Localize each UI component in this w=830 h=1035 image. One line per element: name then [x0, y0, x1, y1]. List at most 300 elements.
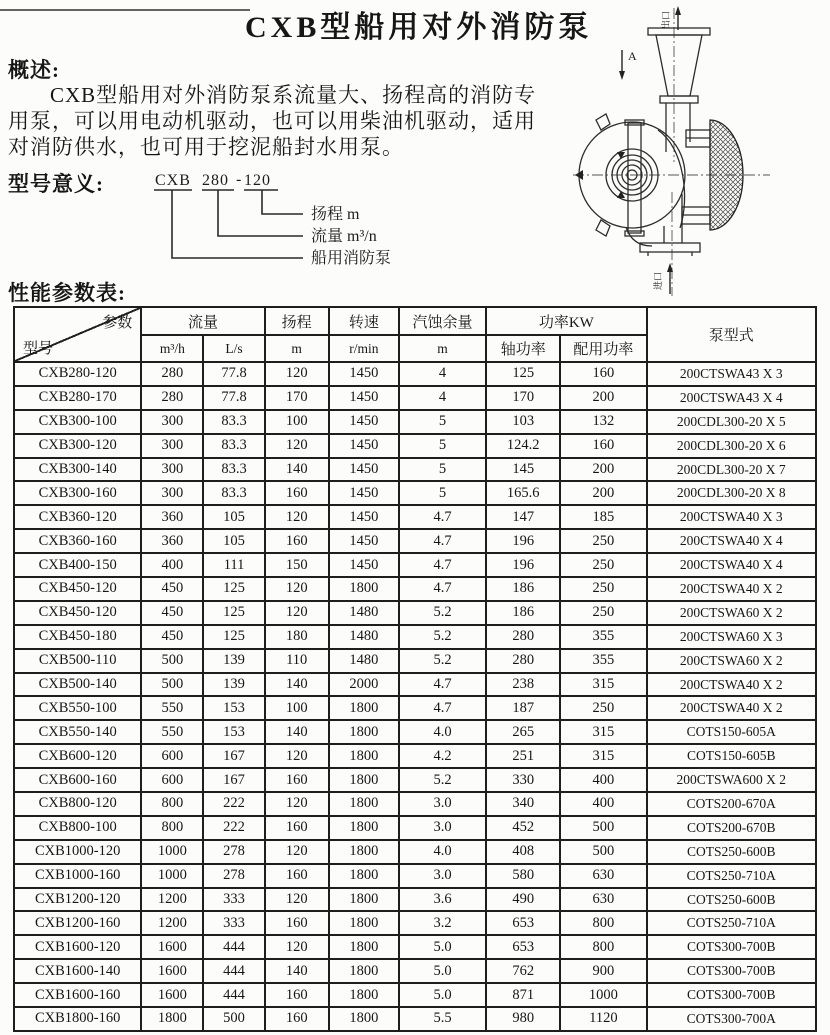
cell-flow-ls: 444 [203, 983, 264, 1007]
overview-line-1: CXB型船用对外消防泵系流量大、扬程高的消防专 [50, 83, 537, 107]
cell-flow-ls: 105 [203, 529, 264, 553]
cell-model: CXB550-140 [14, 720, 141, 744]
cell-flow-ls: 333 [203, 888, 264, 912]
table-row [14, 935, 816, 959]
cell-head: 100 [265, 410, 329, 434]
cell-shaft-power: 265 [486, 720, 560, 744]
discharge-cone [648, 28, 710, 152]
table-row [14, 911, 816, 935]
cell-npsh: 4.7 [399, 673, 486, 697]
cell-shaft-power: 103 [486, 410, 560, 434]
cell-flow-ls: 139 [203, 673, 264, 697]
cell-pump-type: COTS250-710A [647, 911, 816, 935]
cell-flow-ls: 167 [203, 768, 264, 792]
cell-flow-m3h: 450 [141, 625, 203, 649]
cell-speed: 1800 [329, 935, 399, 959]
cell-model: CXB300-100 [14, 410, 141, 434]
cell-model: CXB360-120 [14, 505, 141, 529]
cell-head: 160 [265, 481, 329, 505]
cell-pump-type: 200CTSWA40 X 2 [647, 673, 816, 697]
cell-pump-type: 200CTSWA40 X 4 [647, 553, 816, 577]
table-row [14, 577, 816, 601]
cell-pump-type: COTS250-710A [647, 864, 816, 888]
header-model-label: 型号 [23, 341, 54, 357]
cell-rated-power: 160 [560, 434, 646, 458]
model-code-prefix: CXB [155, 172, 191, 189]
cell-rated-power: 200 [560, 386, 646, 410]
cell-flow-m3h: 300 [141, 434, 203, 458]
table-row [14, 792, 816, 816]
header-npsh: 汽蚀余量 [399, 307, 486, 335]
cell-flow-m3h: 300 [141, 458, 203, 482]
cell-flow-m3h: 300 [141, 481, 203, 505]
cell-speed: 1450 [329, 362, 399, 386]
cell-npsh: 5.2 [399, 625, 486, 649]
cell-speed: 1450 [329, 505, 399, 529]
cell-rated-power: 315 [560, 720, 646, 744]
cell-shaft-power: 280 [486, 625, 560, 649]
section-label: A [628, 49, 637, 63]
cell-rated-power: 250 [560, 601, 646, 625]
cell-rated-power: 630 [560, 888, 646, 912]
cell-speed: 1450 [329, 434, 399, 458]
header-rated-power: 配用功率 [560, 335, 646, 362]
cell-head: 120 [265, 362, 329, 386]
model-code-separator: - [236, 171, 242, 188]
cell-speed: 1450 [329, 410, 399, 434]
cell-speed: 1800 [329, 792, 399, 816]
inlet-arrow [652, 263, 673, 294]
cell-rated-power: 315 [560, 673, 646, 697]
cell-head: 120 [265, 840, 329, 864]
cell-shaft-power: 653 [486, 911, 560, 935]
cell-rated-power: 250 [560, 553, 646, 577]
cell-rated-power: 900 [560, 959, 646, 983]
cell-flow-m3h: 550 [141, 720, 203, 744]
cell-model: CXB300-160 [14, 481, 141, 505]
cell-flow-ls: 139 [203, 649, 264, 673]
cell-pump-type: 200CTSWA60 X 2 [647, 601, 816, 625]
cell-shaft-power: 340 [486, 792, 560, 816]
cell-npsh: 4.0 [399, 720, 486, 744]
cell-speed: 1800 [329, 911, 399, 935]
cell-npsh: 4.7 [399, 696, 486, 720]
cell-shaft-power: 145 [486, 458, 560, 482]
cell-head: 120 [265, 577, 329, 601]
table-row [14, 553, 816, 577]
cell-model: CXB400-150 [14, 553, 141, 577]
cell-head: 120 [265, 888, 329, 912]
scan-artifact-line [0, 9, 250, 11]
cell-speed: 1800 [329, 888, 399, 912]
bracket-connectors [682, 130, 710, 224]
cell-rated-power: 500 [560, 840, 646, 864]
header-flow-m3h: m³/h [141, 335, 203, 362]
cell-pump-type: 200CDL300-20 X 6 [647, 434, 816, 458]
cell-shaft-power: 408 [486, 840, 560, 864]
cell-shaft-power: 580 [486, 864, 560, 888]
cell-flow-m3h: 500 [141, 649, 203, 673]
cell-model: CXB800-120 [14, 792, 141, 816]
cell-rated-power: 250 [560, 529, 646, 553]
cell-shaft-power: 125 [486, 362, 560, 386]
table-row [14, 601, 816, 625]
cell-flow-ls: 83.3 [203, 410, 264, 434]
cell-npsh: 3.2 [399, 911, 486, 935]
table-row [14, 888, 816, 912]
cell-flow-ls: 83.3 [203, 458, 264, 482]
cell-shaft-power: 251 [486, 744, 560, 768]
cell-rated-power: 355 [560, 625, 646, 649]
pump-drawing [568, 2, 823, 302]
cell-speed: 1450 [329, 481, 399, 505]
cell-pump-type: COTS300-700B [647, 959, 816, 983]
cell-speed: 1480 [329, 601, 399, 625]
cell-head: 140 [265, 720, 329, 744]
cell-rated-power: 500 [560, 816, 646, 840]
header-head: 扬程 [265, 307, 329, 335]
cell-npsh: 4.0 [399, 840, 486, 864]
model-code-head: 120 [244, 172, 271, 189]
overview-line-2: 用泵，可以用电动机驱动，也可以用柴油机驱动，适用 [8, 109, 536, 133]
header-corner-cell [14, 307, 141, 362]
table-row [14, 720, 816, 744]
cell-flow-m3h: 800 [141, 792, 203, 816]
cell-flow-m3h: 360 [141, 505, 203, 529]
cell-model: CXB600-120 [14, 744, 141, 768]
table-row [14, 529, 816, 553]
cell-flow-ls: 77.8 [203, 386, 264, 410]
table-row [14, 505, 816, 529]
cell-speed: 1450 [329, 458, 399, 482]
cell-flow-m3h: 1600 [141, 935, 203, 959]
cell-model: CXB450-120 [14, 577, 141, 601]
cell-pump-type: COTS300-700B [647, 983, 816, 1007]
cell-npsh: 4.7 [399, 505, 486, 529]
cell-rated-power: 250 [560, 577, 646, 601]
cell-head: 120 [265, 434, 329, 458]
cell-flow-ls: 105 [203, 505, 264, 529]
cell-shaft-power: 871 [486, 983, 560, 1007]
cell-shaft-power: 490 [486, 888, 560, 912]
cell-rated-power: 160 [560, 362, 646, 386]
header-param-label: 参数 [102, 315, 133, 331]
page-title: CXB型船用对外消防泵 [245, 11, 593, 44]
cell-flow-m3h: 1800 [141, 1007, 203, 1031]
cell-flow-ls: 125 [203, 577, 264, 601]
cell-pump-type: 200CTSWA43 X 4 [647, 386, 816, 410]
header-flow-ls: L/s [203, 335, 264, 362]
cell-flow-ls: 500 [203, 1007, 264, 1031]
overview-line-3: 对消防供水，也可用于挖泥船封水用泵。 [8, 135, 404, 159]
cell-shaft-power: 980 [486, 1007, 560, 1031]
cell-flow-ls: 83.3 [203, 481, 264, 505]
table-row [14, 481, 816, 505]
cell-flow-ls: 278 [203, 840, 264, 864]
cell-pump-type: COTS300-700A [647, 1007, 816, 1031]
cell-rated-power: 250 [560, 696, 646, 720]
cell-npsh: 4.7 [399, 553, 486, 577]
cell-shaft-power: 653 [486, 935, 560, 959]
cell-head: 160 [265, 911, 329, 935]
cell-npsh: 5 [399, 458, 486, 482]
header-head-unit: m [265, 335, 329, 362]
cell-speed: 1800 [329, 816, 399, 840]
cell-flow-ls: 333 [203, 911, 264, 935]
cell-rated-power: 132 [560, 410, 646, 434]
cell-flow-m3h: 280 [141, 362, 203, 386]
performance-table [13, 306, 817, 1032]
cell-speed: 1800 [329, 577, 399, 601]
performance-table-heading: 性能参数表: [8, 281, 126, 305]
cell-speed: 1800 [329, 720, 399, 744]
cell-flow-m3h: 550 [141, 696, 203, 720]
cell-npsh: 5.2 [399, 768, 486, 792]
cell-pump-type: COTS200-670B [647, 816, 816, 840]
cell-rated-power: 200 [560, 458, 646, 482]
table-row [14, 386, 816, 410]
cell-pump-type: COTS300-700B [647, 935, 816, 959]
cell-flow-m3h: 1000 [141, 864, 203, 888]
cell-model: CXB1800-160 [14, 1007, 141, 1031]
table-row [14, 768, 816, 792]
cell-speed: 1480 [329, 625, 399, 649]
cell-shaft-power: 196 [486, 529, 560, 553]
cell-shaft-power: 147 [486, 505, 560, 529]
cell-rated-power: 185 [560, 505, 646, 529]
cell-shaft-power: 165.6 [486, 481, 560, 505]
cell-speed: 1480 [329, 649, 399, 673]
outlet-label: 出口 [661, 10, 671, 29]
cell-model: CXB1200-120 [14, 888, 141, 912]
header-flow: 流量 [141, 307, 264, 335]
motor-dome [710, 120, 743, 230]
cell-shaft-power: 762 [486, 959, 560, 983]
cell-npsh: 5.0 [399, 983, 486, 1007]
table-row [14, 983, 816, 1007]
cell-head: 150 [265, 553, 329, 577]
cell-head: 160 [265, 529, 329, 553]
cell-flow-m3h: 500 [141, 673, 203, 697]
cell-flow-m3h: 1600 [141, 959, 203, 983]
cell-flow-m3h: 400 [141, 553, 203, 577]
overview-paragraph [8, 82, 560, 160]
cell-pump-type: COTS200-670A [647, 792, 816, 816]
cell-speed: 1800 [329, 864, 399, 888]
cell-shaft-power: 124.2 [486, 434, 560, 458]
cell-flow-ls: 153 [203, 720, 264, 744]
cell-speed: 1800 [329, 696, 399, 720]
cell-speed: 1800 [329, 959, 399, 983]
cell-speed: 1800 [329, 744, 399, 768]
model-designation-diagram [98, 167, 498, 275]
cell-speed: 2000 [329, 673, 399, 697]
cell-pump-type: 200CDL300-20 X 5 [647, 410, 816, 434]
cell-npsh: 5.0 [399, 935, 486, 959]
cell-rated-power: 800 [560, 935, 646, 959]
cell-pump-type: 200CTSWA600 X 2 [647, 768, 816, 792]
table-row [14, 458, 816, 482]
cell-shaft-power: 196 [486, 553, 560, 577]
cell-head: 160 [265, 983, 329, 1007]
cell-head: 120 [265, 505, 329, 529]
callout-head-label: 扬程 m [311, 206, 360, 223]
cell-shaft-power: 170 [486, 386, 560, 410]
performance-table-body [14, 362, 816, 1031]
cell-pump-type: 200CTSWA40 X 2 [647, 577, 816, 601]
cell-flow-ls: 83.3 [203, 434, 264, 458]
cell-flow-m3h: 1200 [141, 911, 203, 935]
cell-flow-m3h: 450 [141, 601, 203, 625]
cell-npsh: 5.0 [399, 959, 486, 983]
cell-pump-type: 200CDL300-20 X 8 [647, 481, 816, 505]
cell-model: CXB450-120 [14, 601, 141, 625]
cell-shaft-power: 186 [486, 601, 560, 625]
cell-flow-ls: 153 [203, 696, 264, 720]
cell-pump-type: 200CTSWA60 X 3 [647, 625, 816, 649]
cell-npsh: 3.0 [399, 864, 486, 888]
cell-flow-m3h: 300 [141, 410, 203, 434]
cell-head: 170 [265, 386, 329, 410]
cell-shaft-power: 187 [486, 696, 560, 720]
cell-model: CXB300-120 [14, 434, 141, 458]
cell-rated-power: 355 [560, 649, 646, 673]
table-row [14, 864, 816, 888]
header-shaft-power: 轴功率 [486, 335, 560, 362]
cell-model: CXB1000-120 [14, 840, 141, 864]
cell-npsh: 5.2 [399, 601, 486, 625]
section-a-arrow [619, 49, 637, 80]
cell-pump-type: COTS150-605B [647, 744, 816, 768]
cell-pump-type: COTS150-605A [647, 720, 816, 744]
overview-heading: 概述: [8, 58, 60, 82]
cell-model: CXB280-170 [14, 386, 141, 410]
table-row [14, 959, 816, 983]
header-npsh-unit: m [399, 335, 486, 362]
cell-head: 160 [265, 1007, 329, 1031]
cell-npsh: 5.2 [399, 649, 486, 673]
cell-rated-power: 200 [560, 481, 646, 505]
cell-shaft-power: 280 [486, 649, 560, 673]
outlet-arrow [660, 6, 681, 30]
lower-marker [617, 191, 625, 198]
cell-head: 120 [265, 601, 329, 625]
table-row [14, 840, 816, 864]
table-header [14, 307, 816, 362]
cell-flow-m3h: 600 [141, 744, 203, 768]
cell-pump-type: 200CTSWA60 X 2 [647, 649, 816, 673]
model-meaning-heading: 型号意义: [8, 172, 104, 196]
cell-speed: 1450 [329, 386, 399, 410]
cell-model: CXB1600-140 [14, 959, 141, 983]
cell-pump-type: 200CTSWA40 X 3 [647, 505, 816, 529]
table-row [14, 434, 816, 458]
cell-model: CXB500-110 [14, 649, 141, 673]
cell-head: 180 [265, 625, 329, 649]
table-row [14, 362, 816, 386]
table-row [14, 816, 816, 840]
cell-head: 110 [265, 649, 329, 673]
cell-npsh: 4 [399, 386, 486, 410]
table-row [14, 649, 816, 673]
cell-flow-ls: 222 [203, 792, 264, 816]
cell-head: 160 [265, 816, 329, 840]
table-row [14, 1007, 816, 1031]
cell-npsh: 4.2 [399, 744, 486, 768]
cell-model: CXB550-100 [14, 696, 141, 720]
cell-flow-ls: 444 [203, 935, 264, 959]
cell-rated-power: 1000 [560, 983, 646, 1007]
cell-rated-power: 800 [560, 911, 646, 935]
cell-flow-ls: 222 [203, 816, 264, 840]
cell-rated-power: 315 [560, 744, 646, 768]
cell-pump-type: COTS250-600B [647, 840, 816, 864]
cell-npsh: 5 [399, 481, 486, 505]
cell-head: 160 [265, 864, 329, 888]
cell-rated-power: 1120 [560, 1007, 646, 1031]
cell-model: CXB360-160 [14, 529, 141, 553]
header-pump-type: 泵型式 [647, 307, 816, 362]
cell-model: CXB1600-160 [14, 983, 141, 1007]
table-row [14, 696, 816, 720]
cell-flow-ls: 125 [203, 601, 264, 625]
cell-rated-power: 400 [560, 768, 646, 792]
table-row [14, 673, 816, 697]
cell-model: CXB300-140 [14, 458, 141, 482]
cell-head: 120 [265, 744, 329, 768]
cell-flow-m3h: 280 [141, 386, 203, 410]
cell-speed: 1800 [329, 983, 399, 1007]
cell-npsh: 4.7 [399, 529, 486, 553]
header-power: 功率KW [486, 307, 646, 335]
cell-head: 120 [265, 792, 329, 816]
cell-npsh: 3.0 [399, 792, 486, 816]
cell-flow-ls: 444 [203, 959, 264, 983]
cell-model: CXB600-160 [14, 768, 141, 792]
cell-shaft-power: 330 [486, 768, 560, 792]
cell-flow-ls: 111 [203, 553, 264, 577]
cell-speed: 1800 [329, 1007, 399, 1031]
cell-speed: 1800 [329, 840, 399, 864]
cell-flow-m3h: 360 [141, 529, 203, 553]
cell-model: CXB1600-120 [14, 935, 141, 959]
cell-pump-type: 200CTSWA43 X 3 [647, 362, 816, 386]
cell-pump-type: 200CTSWA40 X 2 [647, 696, 816, 720]
cell-pump-type: 200CDL300-20 X 7 [647, 458, 816, 482]
cell-speed: 1800 [329, 768, 399, 792]
table-row [14, 410, 816, 434]
cell-shaft-power: 452 [486, 816, 560, 840]
cell-rated-power: 400 [560, 792, 646, 816]
cell-head: 140 [265, 959, 329, 983]
cell-flow-m3h: 1600 [141, 983, 203, 1007]
cell-npsh: 5 [399, 410, 486, 434]
cell-flow-m3h: 1000 [141, 840, 203, 864]
cell-shaft-power: 238 [486, 673, 560, 697]
cell-model: CXB800-100 [14, 816, 141, 840]
cell-flow-m3h: 1200 [141, 888, 203, 912]
cell-speed: 1450 [329, 553, 399, 577]
table-row [14, 744, 816, 768]
cell-flow-ls: 278 [203, 864, 264, 888]
cell-speed: 1450 [329, 529, 399, 553]
upper-marker [617, 152, 625, 159]
cell-model: CXB1000-160 [14, 864, 141, 888]
cell-pump-type: COTS250-600B [647, 888, 816, 912]
cell-model: CXB1200-160 [14, 911, 141, 935]
cell-head: 140 [265, 458, 329, 482]
cell-shaft-power: 186 [486, 577, 560, 601]
